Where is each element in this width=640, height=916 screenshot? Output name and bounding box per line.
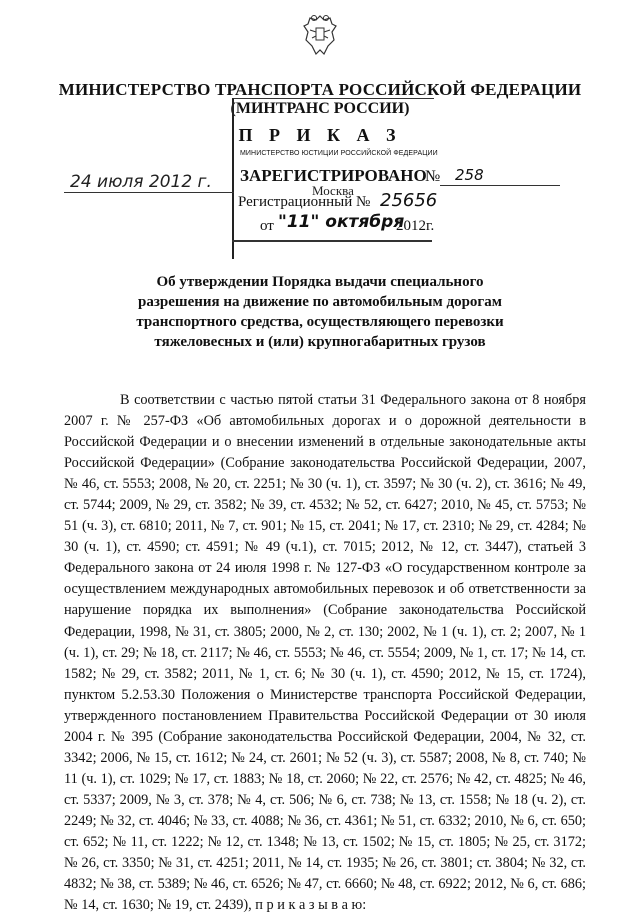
coat-of-arms-emblem [302, 12, 338, 58]
stamp-registered-title: ЗАРЕГИСТРИРОВАНО [240, 166, 427, 185]
document-type: П Р И К А З [238, 125, 402, 145]
body-paragraph [64, 390, 586, 916]
registration-year: 2012г. [396, 218, 435, 234]
order-date-handwritten: 24 июля 2012 г. [70, 172, 212, 192]
number-underline [440, 185, 560, 186]
date-underline [64, 192, 234, 193]
body-text: В соответствии с частью пятой статьи 31 Федерального закона от 8 ноября 2007 г. № 257-ФЗ «Об автомобильных дорогах и о дорожной деятельности в Российской Федерации и о внесении изменений в отдельные законодательные акты Российской Федерации» (Собрание законодательства Российской Федерации, 2007, № 46, ст. 5553; 2008, № 20, ст. 2251; № 30 (ч. 1), ст. 3597; № 30 (ч. 2), ст. 3616; № 49, ст. 5744; 2009, № 29, ст. 3582; № 39, ст. 4532; № 52, ст. 6427; 2010, № 45, ст. 5753; № 51 (ч. 3), ст. 6810; 2011, № 7, ст. 901; № 15, ст. 2041; № 17, ст. 2310; № 29, ст. 4284; № 30 (ч. 1), ст. 4590; ст. 4591; № 49 (ч.1), ст. 7015; 2012, № 12, ст. 3447), статьей 3 Федерального закона от 24 июля 1998 г. № 127-ФЗ «О государственном контроле за осуществлением международных автомобильных перевозок и об ответственности за нарушение порядка их выполнения» (Собрание законодательства Российской Федерации, 1998, № 31, ст. 3805; 2000, № 2, ст. 130; 2002, № 1 (ч. 1), ст. 2; 2007, № 1 (ч. 1), ст. 29; № 18, ст. 2117; № 46, ст. 5553; № 46, ст. 5554; 2009, № 1, ст. 17; № 14, ст. 1582; № 29, ст. 3582; 2011, № 1, ст. 6; № 30 (ч. 1), ст. 4590; 2012, № 15, ст. 1724), пунктом 5.2.53.30 Положения о Министерстве транспорта Российской Федерации, утвержденного постановлением Правительства Российской Федерации от 30 июля 2004 г. № 395 (Собрание законодательства Российской Федерации, 2004, № 32, ст. 3342; 2006, № 15, ст. 1612; № 24, ст. 2601; № 52 (ч. 3), ст. 5587; 2008, № 8, ст. 740; № 11 (ч. 1), ст. 1029; № 17, ст. 1883; № 18, ст. 2060; № 22, ст. 2576; № 42, ст. 4825; № 46, ст. 5337; 2009, № 3, ст. 378; № 4, ст. 506; № 6, ст. 738; № 13, ст. 1558; № 18 (ч. 2), ст. 2249; № 32, ст. 4046; № 33, ст. 4088; № 36, ст. 4361; № 51, ст. 6332; 2010, № 6, ст. 650; ст. 652; № 11, ст. 1222; № 12, ст. 1348; № 13, ст. 1502; № 15, ст. 1805; № 25, ст. 3172; № 26, ст. 3350; № 31, ст. 4251; 2011, № 14, ст. 1935; № 26, ст. 3801; ст. 3804; № 32, ст. 4832; № 38, ст. 5389; № 46, ст. 6526; № 47, ст. 6660; № 48, ст. 6922; 2012, № 6, ст. 686; № 14, ст. 1630; № 19, ст. 2439), п р и к а з ы в а ю: [64, 392, 586, 914]
ministry-abbreviation: (МИНТРАНС РОССИИ) [230, 100, 410, 117]
registration-date-handwritten: "11" октября [278, 212, 405, 232]
document-title: Об утверждении Порядка выдачи специального разрешения на движение по автомобильным дорогам транспортного средства, осуществляющего перевозки тяжеловесных и (или) крупногабаритных грузов [136, 274, 504, 350]
registration-number-label: Регистрационный № [238, 194, 371, 210]
ministry-name: МИНИСТЕРСТВО ТРАНСПОРТА РОССИЙСКОЙ ФЕДЕРАЦИИ [58, 80, 582, 99]
registration-from-label: от [260, 218, 274, 234]
order-number-handwritten: 258 [455, 166, 484, 184]
registration-number: 25656 [380, 190, 438, 211]
stamp-bottom-line [232, 240, 432, 242]
city-name: Москва [312, 183, 354, 198]
stamp-agency: МИНИСТЕРСТВО ЮСТИЦИИ РОССИЙСКОЙ ФЕДЕРАЦИИ [240, 150, 438, 157]
number-sign: № [425, 168, 441, 185]
